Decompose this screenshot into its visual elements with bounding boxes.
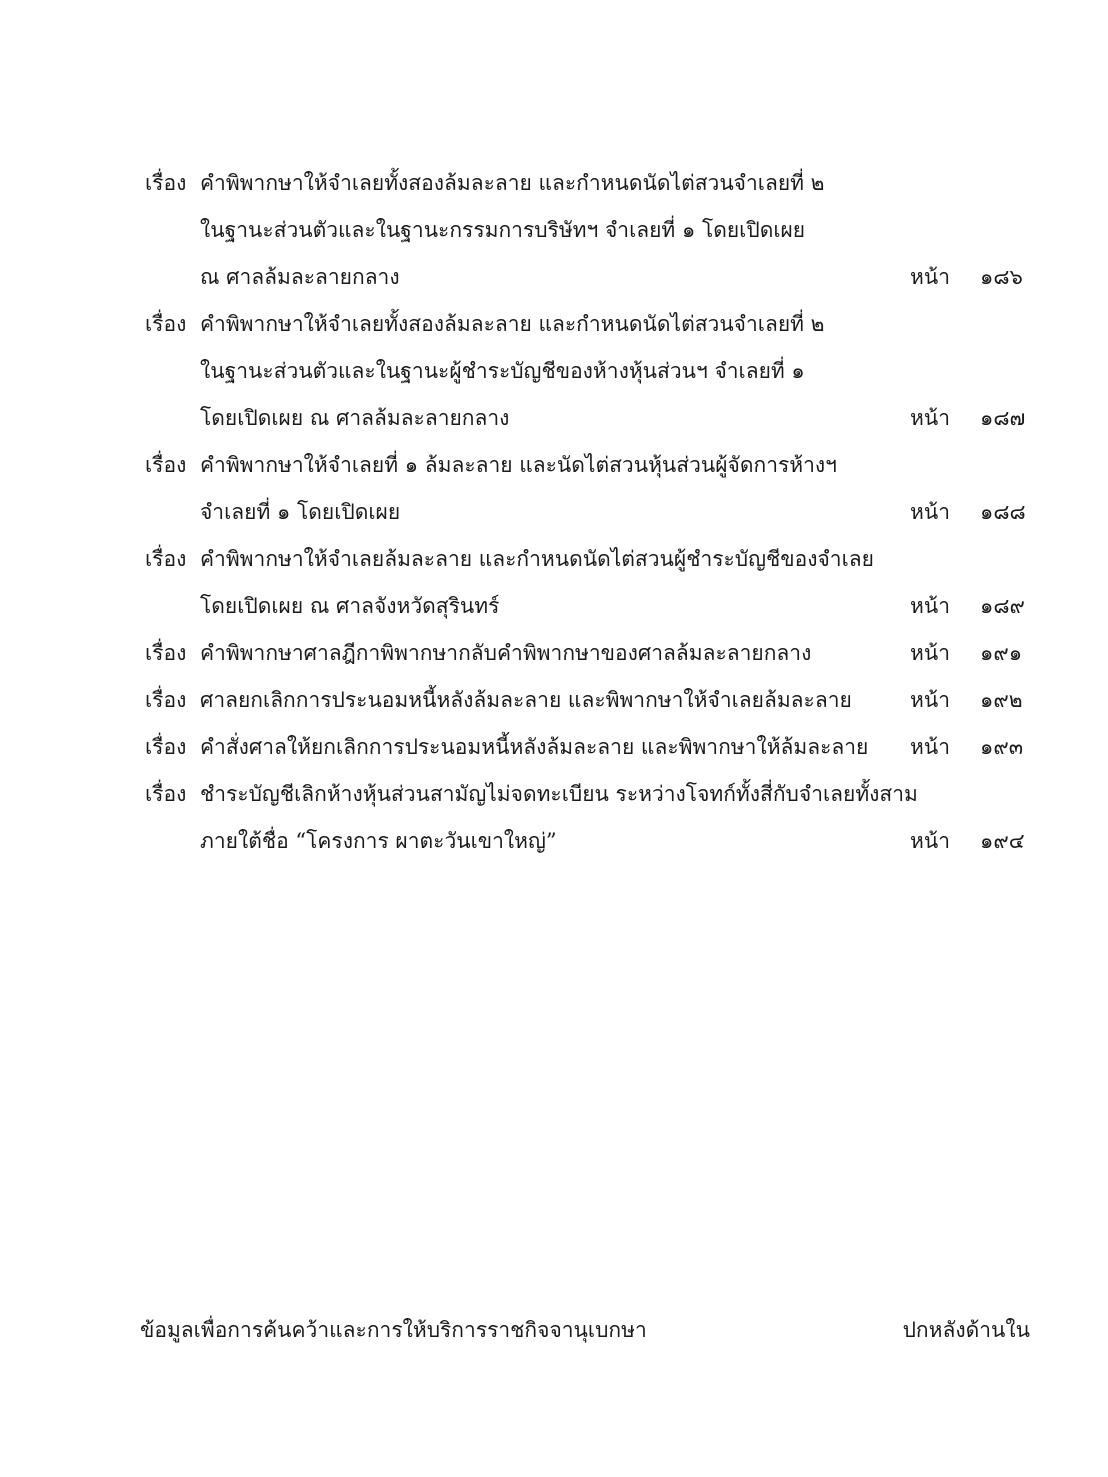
toc-entry <box>145 724 1045 771</box>
toc-page-number: ๑๘๙ <box>980 594 1025 618</box>
toc-entry-line <box>145 818 1045 865</box>
footer-page-label: ปกหลังด้านใน <box>902 1318 1030 1342</box>
toc-entry-title-text: ณ ศาลล้มละลายกลาง <box>200 265 400 289</box>
toc-entry <box>145 160 1045 301</box>
toc-page-word: หน้า <box>910 641 950 665</box>
toc-entry-title-text: คำพิพากษาศาลฎีกาพิพากษากลับคำพิพากษาของศาลล้มละลายกลาง <box>200 641 812 665</box>
toc-entry-title-text: ในฐานะส่วนตัวและในฐานะกรรมการบริษัทฯ จำเลยที่ ๑ โดยเปิดเผย <box>200 218 806 242</box>
toc-entry-line <box>145 771 1045 818</box>
toc-page-word: หน้า <box>910 265 950 289</box>
table-of-contents <box>145 160 1045 865</box>
toc-page-number: ๑๙๒ <box>980 688 1023 712</box>
toc-page-word: หน้า <box>910 735 950 759</box>
toc-entry-label: เรื่อง <box>145 735 187 759</box>
toc-entry-title-text: ชำระบัญชีเลิกห้างหุ้นส่วนสามัญไม่จดทะเบียน ระหว่างโจทก์ทั้งสี่กับจำเลยทั้งสาม <box>200 782 918 806</box>
toc-page-number: ๑๙๓ <box>980 735 1024 759</box>
toc-entry-line <box>145 724 1045 771</box>
toc-entry-label: เรื่อง <box>145 641 187 665</box>
toc-entry-line <box>145 677 1045 724</box>
toc-entry <box>145 771 1045 865</box>
toc-entry-line <box>145 489 1045 536</box>
toc-entry-line <box>145 583 1045 630</box>
toc-entry-label: เรื่อง <box>145 312 187 336</box>
footer-source-note: ข้อมูลเพื่อการค้นคว้าและการให้บริการราชกิจจานุเบกษา <box>140 1318 647 1342</box>
toc-entry <box>145 536 1045 630</box>
toc-entry-line <box>145 630 1045 677</box>
toc-page-number: ๑๘๗ <box>980 406 1026 430</box>
toc-entry-line <box>145 442 1045 489</box>
toc-entry-line <box>145 254 1045 301</box>
toc-entry <box>145 677 1045 724</box>
toc-entry-label: เรื่อง <box>145 171 187 195</box>
toc-entry-line <box>145 301 1045 348</box>
toc-entry-title-text: ศาลยกเลิกการประนอมหนี้หลังล้มละลาย และพิพากษาให้จำเลยล้มละลาย <box>200 688 852 712</box>
toc-entry-title-text: คำพิพากษาให้จำเลยล้มละลาย และกำหนดนัดไต่สวนผู้ชำระบัญชีของจำเลย <box>200 547 874 571</box>
toc-entry-line <box>145 207 1045 254</box>
toc-page-number: ๑๘๘ <box>980 500 1026 524</box>
toc-page-word: หน้า <box>910 406 950 430</box>
toc-entry-label: เรื่อง <box>145 547 187 571</box>
toc-entry-title-text: โดยเปิดเผย ณ ศาลล้มละลายกลาง <box>200 406 510 430</box>
toc-entry-line <box>145 348 1045 395</box>
toc-entry-line <box>145 395 1045 442</box>
toc-entry-label: เรื่อง <box>145 688 187 712</box>
toc-page-word: หน้า <box>910 829 950 853</box>
toc-page-number: ๑๙๑ <box>980 641 1023 665</box>
toc-entry-label: เรื่อง <box>145 453 187 477</box>
toc-entry <box>145 301 1045 442</box>
toc-page-word: หน้า <box>910 500 950 524</box>
toc-entry <box>145 630 1045 677</box>
toc-page-number: ๑๙๔ <box>980 829 1025 853</box>
toc-entry-title-text: จำเลยที่ ๑ โดยเปิดเผย <box>200 500 401 524</box>
toc-entry-title-text: ในฐานะส่วนตัวและในฐานะผู้ชำระบัญชีของห้างหุ้นส่วนฯ จำเลยที่ ๑ <box>200 359 805 383</box>
toc-page-word: หน้า <box>910 688 950 712</box>
toc-entry-title-text: คำพิพากษาให้จำเลยทั้งสองล้มละลาย และกำหนดนัดไต่สวนจำเลยที่ ๒ <box>200 312 825 336</box>
toc-entry-title-text: โดยเปิดเผย ณ ศาลจังหวัดสุรินทร์ <box>200 594 500 618</box>
toc-entry-title-text: ภายใต้ชื่อ “โครงการ ผาตะวันเขาใหญ่” <box>200 829 557 853</box>
toc-page-number: ๑๘๖ <box>980 265 1023 289</box>
toc-entry-title-text: คำพิพากษาให้จำเลยที่ ๑ ล้มละลาย และนัดไต่สวนหุ้นส่วนผู้จัดการห้างฯ <box>200 453 837 477</box>
toc-entry-title-text: คำสั่งศาลให้ยกเลิกการประนอมหนี้หลังล้มละลาย และพิพากษาให้ล้มละลาย <box>200 735 869 759</box>
toc-entry-label: เรื่อง <box>145 782 187 806</box>
toc-entry-title-text: คำพิพากษาให้จำเลยทั้งสองล้มละลาย และกำหนดนัดไต่สวนจำเลยที่ ๒ <box>200 171 825 195</box>
toc-entry <box>145 442 1045 536</box>
toc-entry-line <box>145 160 1045 207</box>
toc-page-word: หน้า <box>910 594 950 618</box>
page-footer <box>140 1310 1030 1350</box>
toc-entry-line <box>145 536 1045 583</box>
